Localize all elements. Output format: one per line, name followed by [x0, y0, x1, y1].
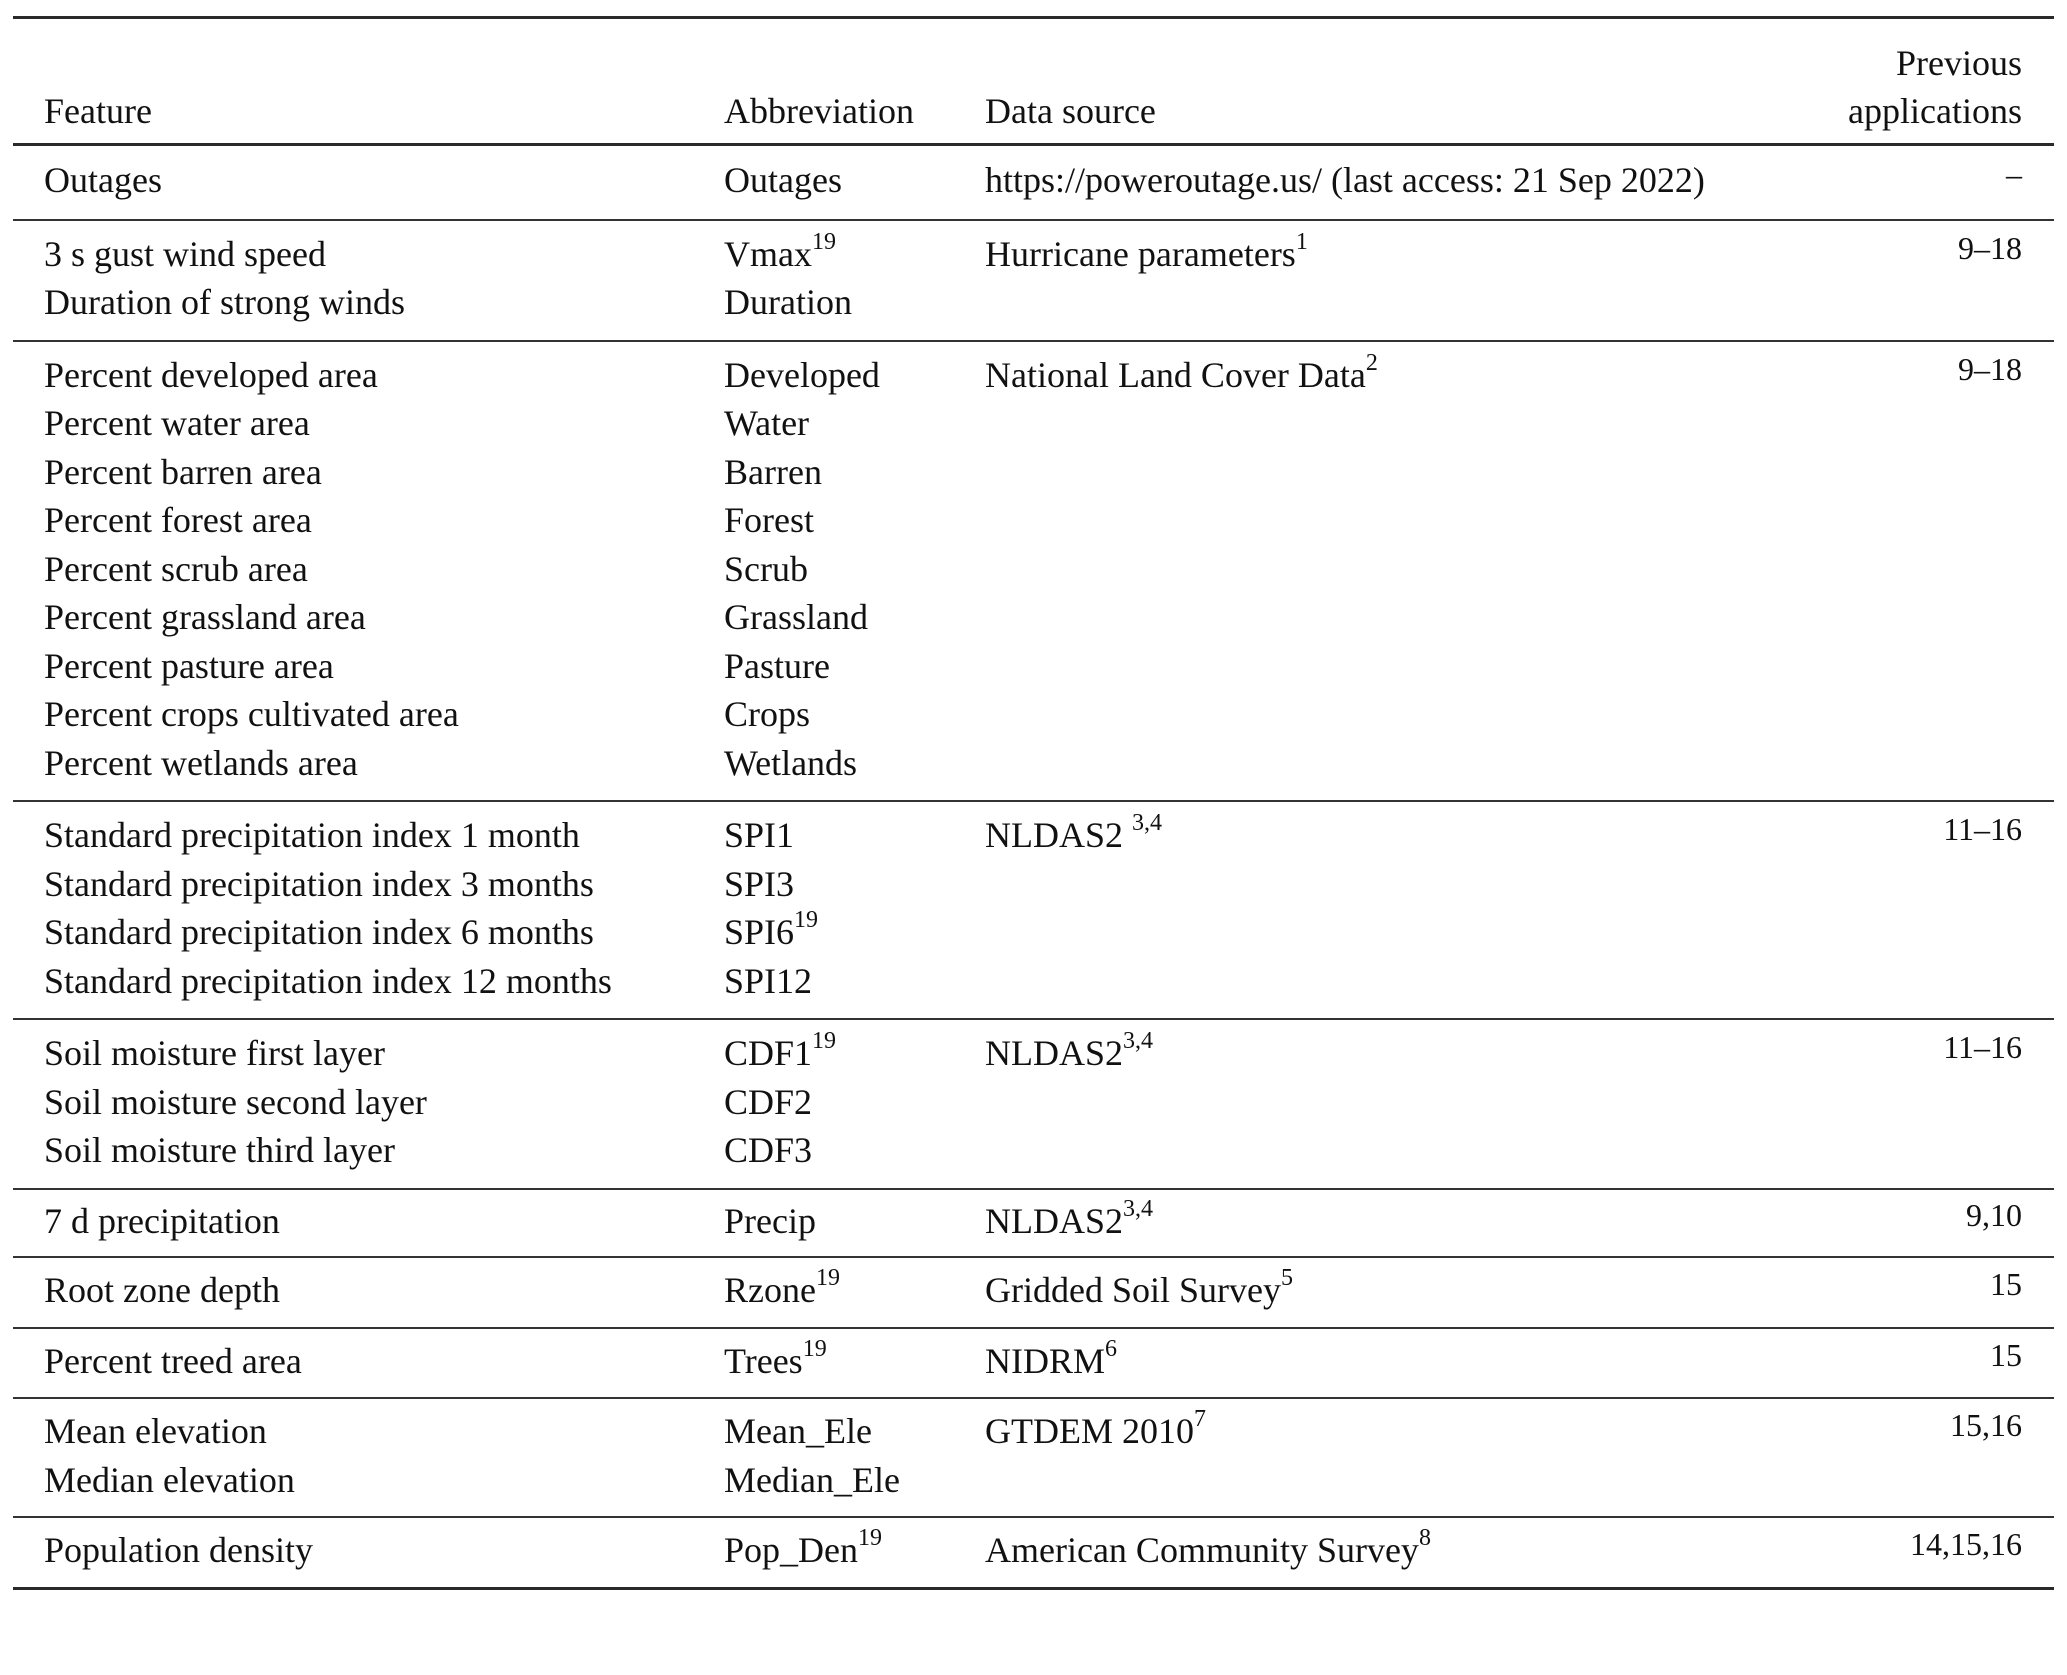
abbreviation-text: CDF3: [724, 1130, 813, 1170]
header-feature: Feature: [44, 90, 152, 131]
previous-applications-cell: 9–18: [1958, 350, 2022, 387]
abbreviation-text: SPI6: [724, 912, 795, 952]
abbreviation-cell: [724, 690, 810, 739]
abbreviation-cell: [724, 1526, 882, 1575]
abbreviation-cell: [724, 1029, 836, 1078]
feature-table: [13, 16, 2054, 1590]
abbreviation-text: SPI3: [724, 863, 795, 904]
data-source-text: NLDAS2: [985, 1033, 1124, 1073]
feature-cell: 3 s gust wind speed: [44, 233, 326, 274]
abbreviation-cell: [724, 811, 794, 860]
abbreviation-text: Developed: [724, 354, 880, 395]
abbreviation-text: Water: [724, 403, 810, 443]
feature-cell: Root zone depth: [44, 1270, 280, 1310]
reference-superscript: 19: [802, 1335, 827, 1362]
abbreviation-cell: [724, 642, 830, 691]
abbreviation-text: Pop_Den: [724, 1530, 858, 1570]
feature-cell: Percent crops cultivated area: [44, 694, 459, 734]
data-source-cell: [985, 156, 1705, 205]
table-group: [13, 1190, 2054, 1257]
data-source-text: Hurricane parameters: [985, 233, 1296, 274]
feature-cell: Standard precipitation index 3 months: [44, 863, 594, 904]
feature-cell: Soil moisture first layer: [44, 1033, 385, 1073]
abbreviation-cell: [724, 593, 868, 642]
feature-cell: Standard precipitation index 6 months: [44, 912, 594, 952]
data-source-cell: [985, 1197, 1153, 1246]
abbreviation-text: SPI1: [724, 815, 795, 855]
feature-cell: Percent scrub area: [44, 548, 308, 589]
table-group: [13, 1258, 2054, 1327]
previous-applications-cell: 9–18: [1958, 229, 2022, 266]
feature-cell: Percent pasture area: [44, 645, 334, 686]
abbreviation-cell: [724, 1197, 816, 1246]
abbreviation-text: Vmax: [724, 233, 812, 274]
table-group: [13, 1518, 2054, 1587]
abbreviation-text: Duration: [724, 282, 852, 322]
abbreviation-cell: [724, 1407, 872, 1456]
reference-superscript: 1: [1295, 228, 1308, 255]
abbreviation-text: Outages: [724, 160, 842, 200]
abbreviation-cell: [724, 860, 794, 909]
feature-cell: Population density: [44, 1530, 313, 1570]
reference-superscript: 19: [811, 228, 836, 255]
header-data-source: Data source: [985, 90, 1156, 131]
data-source-text: American Community Survey: [985, 1530, 1419, 1570]
previous-applications-cell: –: [2006, 156, 2022, 192]
feature-cell: Standard precipitation index 1 month: [44, 815, 580, 855]
feature-cell: Outages: [44, 160, 162, 200]
reference-superscript: 19: [812, 1028, 837, 1054]
abbreviation-cell: [724, 156, 842, 205]
data-source-cell: [985, 1266, 1293, 1315]
feature-cell: 7 d precipitation: [44, 1200, 280, 1241]
reference-superscript: 3,4: [1123, 1028, 1154, 1054]
table-group: [13, 802, 2054, 1018]
table-body: [13, 146, 2054, 1590]
previous-applications-cell: 15,16: [1950, 1407, 2022, 1443]
abbreviation-cell: [724, 545, 808, 594]
data-source-text: National Land Cover Data: [985, 354, 1366, 395]
reference-superscript: 19: [858, 1525, 882, 1551]
abbreviation-cell: [724, 351, 880, 400]
feature-cell: Percent water area: [44, 403, 310, 443]
abbreviation-cell: [724, 957, 812, 1006]
table-group: [13, 221, 2054, 340]
feature-cell: Percent treed area: [44, 1340, 302, 1381]
abbreviation-text: Rzone: [724, 1270, 816, 1310]
table-header: [13, 19, 2054, 143]
header-previous-line2: applications: [1848, 91, 2022, 131]
abbreviation-text: Pasture: [724, 645, 830, 686]
reference-superscript: 3,4: [1132, 810, 1163, 836]
reference-superscript: 5: [1280, 1265, 1293, 1291]
abbreviation-text: SPI12: [724, 960, 813, 1001]
data-source-text: GTDEM 2010: [985, 1411, 1194, 1451]
abbreviation-cell: [724, 1266, 840, 1315]
reference-superscript: 19: [815, 1265, 840, 1291]
data-source-cell: [985, 1029, 1153, 1078]
previous-applications-cell: 9,10: [1966, 1196, 2022, 1233]
abbreviation-cell: [724, 399, 809, 448]
feature-cell: Duration of strong winds: [44, 282, 405, 322]
data-source-text: NLDAS2: [985, 815, 1133, 855]
table-group: [13, 1329, 2054, 1398]
reference-superscript: 3,4: [1123, 1195, 1154, 1222]
reference-superscript: 2: [1365, 349, 1378, 376]
data-source-cell: [985, 811, 1162, 860]
data-source-text: https://poweroutage.us/ (last access: 21 Sep 2022): [985, 160, 1705, 200]
abbreviation-text: Forest: [724, 500, 814, 540]
previous-applications-cell: 14,15,16: [1910, 1526, 2022, 1562]
abbreviation-cell: [724, 1337, 827, 1386]
abbreviation-text: Scrub: [724, 548, 808, 589]
feature-cell: Standard precipitation index 12 months: [44, 960, 612, 1001]
abbreviation-text: Wetlands: [724, 742, 858, 783]
abbreviation-text: CDF1: [724, 1033, 813, 1073]
header-previous-applications: [1848, 39, 2022, 135]
feature-cell: Percent grassland area: [44, 597, 366, 637]
header-abbreviation: Abbreviation: [724, 90, 914, 131]
data-source-text: Gridded Soil Survey: [985, 1270, 1281, 1310]
abbreviation-cell: [724, 1126, 812, 1175]
previous-applications-cell: 11–16: [1943, 1029, 2022, 1065]
abbreviation-cell: [724, 908, 818, 957]
data-source-cell: [985, 230, 1308, 279]
reference-superscript: 6: [1105, 1335, 1118, 1362]
header-previous-line1: Previous: [1896, 43, 2022, 83]
data-source-cell: [985, 1526, 1431, 1575]
feature-cell: Median elevation: [44, 1459, 295, 1500]
abbreviation-cell: [724, 1078, 812, 1127]
table-group: [13, 342, 2054, 801]
abbreviation-text: Median_Ele: [724, 1459, 900, 1500]
abbreviation-cell: [724, 230, 836, 279]
table-group: [13, 146, 2054, 219]
bottom-rule: [13, 1587, 2054, 1590]
reference-superscript: 7: [1194, 1406, 1206, 1432]
feature-cell: Percent forest area: [44, 500, 312, 540]
abbreviation-cell: [724, 739, 857, 788]
reference-superscript: 8: [1418, 1525, 1431, 1551]
abbreviation-cell: [724, 1456, 900, 1505]
feature-cell: Soil moisture second layer: [44, 1081, 427, 1122]
feature-cell: Mean elevation: [44, 1411, 267, 1451]
data-source-cell: [985, 1337, 1117, 1386]
data-source-cell: [985, 351, 1378, 400]
data-source-text: NIDRM: [985, 1340, 1106, 1381]
abbreviation-text: Grassland: [724, 597, 868, 637]
feature-cell: Percent barren area: [44, 451, 322, 492]
data-source-text: NLDAS2: [985, 1200, 1124, 1241]
abbreviation-cell: [724, 448, 822, 497]
abbreviation-text: CDF2: [724, 1081, 813, 1122]
table-group: [13, 1020, 2054, 1188]
feature-cell: Percent wetlands area: [44, 742, 358, 783]
previous-applications-cell: 11–16: [1943, 811, 2022, 847]
abbreviation-text: Barren: [724, 451, 822, 492]
previous-applications-cell: 15: [1990, 1266, 2022, 1302]
reference-superscript: 19: [794, 907, 819, 933]
abbreviation-cell: [724, 278, 852, 327]
table-group: [13, 1399, 2054, 1516]
previous-applications-cell: 15: [1990, 1336, 2022, 1373]
abbreviation-text: Trees: [724, 1340, 803, 1381]
abbreviation-text: Mean_Ele: [724, 1411, 872, 1451]
feature-cell: Percent developed area: [44, 354, 378, 395]
abbreviation-text: Precip: [724, 1200, 816, 1241]
data-source-cell: [985, 1407, 1206, 1456]
abbreviation-cell: [724, 496, 814, 545]
abbreviation-text: Crops: [724, 694, 811, 734]
feature-cell: Soil moisture third layer: [44, 1130, 395, 1170]
